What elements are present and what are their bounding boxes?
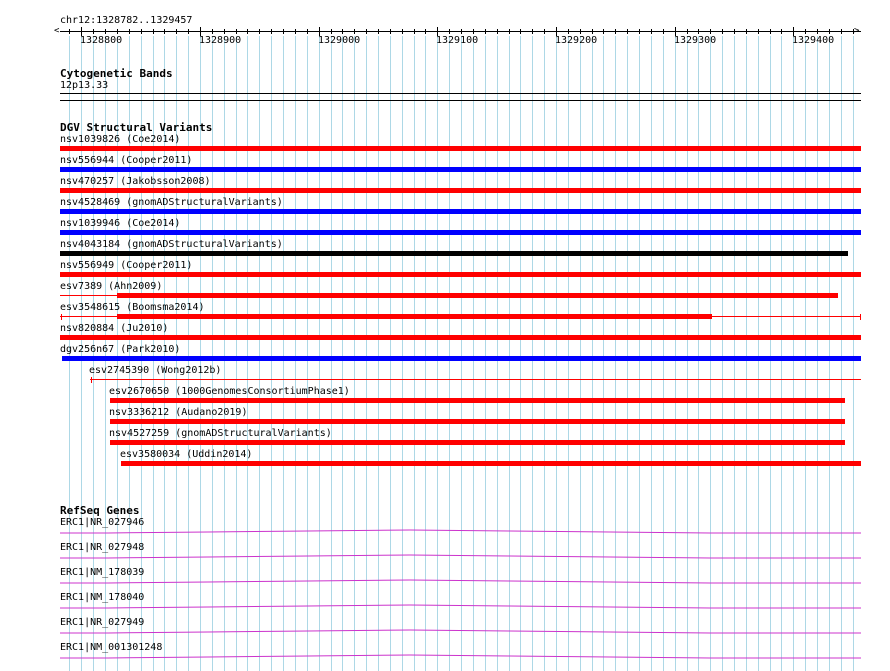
dgv-variant-bar[interactable] (60, 188, 861, 193)
ruler-minor-tick (69, 29, 70, 34)
ruler-minor-tick (449, 29, 450, 34)
ruler-minor-tick (378, 29, 379, 34)
ruler-minor-tick (331, 29, 332, 34)
dgv-variant-bar[interactable] (110, 440, 845, 445)
dgv-variant-label[interactable]: esv3548615 (Boomsma2014) (60, 302, 205, 313)
ruler-minor-tick (592, 29, 593, 34)
ruler-minor-tick (615, 29, 616, 34)
dgv-variant-label[interactable]: nsv4528469 (gnomADStructuralVariants) (60, 197, 283, 208)
refseq-gene-line[interactable] (60, 603, 861, 611)
ruler-minor-tick (485, 29, 486, 34)
ruler-minor-tick (366, 29, 367, 34)
ruler-minor-tick (698, 29, 699, 34)
dgv-variant-label[interactable]: nsv820884 (Ju2010) (60, 323, 169, 334)
ruler-minor-tick (509, 29, 510, 34)
dgv-variant-label[interactable]: esv2670650 (1000GenomesConsortiumPhase1) (109, 386, 350, 397)
ruler-minor-tick (425, 29, 426, 34)
ruler-minor-tick (746, 29, 747, 34)
ruler-minor-tick (473, 29, 474, 34)
ruler-minor-tick (354, 29, 355, 34)
ruler-right-arrow-icon[interactable]: > (854, 26, 860, 36)
ruler-minor-tick (188, 29, 189, 34)
ruler-minor-tick (117, 29, 118, 34)
refseq-track-title[interactable]: RefSeq Genes (60, 504, 140, 517)
dgv-variant-label[interactable]: nsv4527259 (gnomADStructuralVariants) (109, 428, 332, 439)
dgv-variant-label[interactable]: dgv256n67 (Park2010) (60, 344, 181, 355)
cyto-band-label[interactable]: 12p13.33 (60, 80, 109, 91)
ruler-minor-tick (722, 29, 723, 34)
ruler-minor-tick (271, 29, 272, 34)
ruler-minor-tick (414, 29, 415, 34)
ruler-left-arrow-icon[interactable]: < (54, 26, 60, 36)
dgv-variant-label[interactable]: nsv1039946 (Coe2014) (60, 218, 181, 229)
ruler-tick-label: 1329300 (674, 35, 717, 46)
ruler-tick-label: 1329100 (436, 35, 479, 46)
dgv-variant-bar[interactable] (60, 209, 861, 214)
ruler-minor-tick (829, 29, 830, 34)
ruler-minor-tick (580, 29, 581, 34)
ruler-minor-tick (603, 29, 604, 34)
ruler-minor-tick (663, 29, 664, 34)
ruler-minor-tick (841, 29, 842, 34)
refseq-gene-label[interactable]: ERC1|NM_178039 (60, 567, 145, 578)
dgv-variant-label[interactable]: nsv470257 (Jakobsson2008) (60, 176, 211, 187)
ruler-minor-tick (710, 29, 711, 34)
dgv-variant-bar[interactable] (110, 419, 845, 424)
refseq-gene-label[interactable]: ERC1|NM_178040 (60, 592, 145, 603)
ruler-tick-label: 1328900 (199, 35, 242, 46)
ruler-minor-tick (342, 29, 343, 34)
dgv-variant-bar[interactable] (60, 272, 861, 277)
dgv-variant-label[interactable]: nsv1039826 (Coe2014) (60, 134, 181, 145)
ruler-minor-tick (307, 29, 308, 34)
ruler-minor-tick (520, 29, 521, 34)
ruler-minor-tick (141, 29, 142, 34)
ruler-minor-tick (176, 29, 177, 34)
dgv-variant-bar[interactable] (121, 461, 861, 466)
ruler-minor-tick (817, 29, 818, 34)
ruler-minor-tick (734, 29, 735, 34)
dgv-variant-end-tick (61, 314, 62, 320)
refseq-gene-label[interactable]: ERC1|NM_001301248 (60, 642, 163, 653)
dgv-variant-label[interactable]: nsv3336212 (Audano2019) (109, 407, 248, 418)
refseq-gene-line[interactable] (60, 578, 861, 586)
dgv-variant-bar[interactable] (62, 356, 861, 361)
dgv-variant-bar[interactable] (60, 335, 861, 340)
cyto-band-bar-bottom (60, 100, 861, 101)
cyto-track-title[interactable]: Cytogenetic Bands (60, 67, 173, 80)
refseq-gene-line[interactable] (60, 628, 861, 636)
dgv-track-title[interactable]: DGV Structural Variants (60, 121, 213, 134)
ruler-minor-tick (295, 29, 296, 34)
ruler-minor-tick (259, 29, 260, 34)
ruler-minor-tick (497, 29, 498, 34)
location-label: chr12:1328782..1329457 (60, 15, 193, 26)
ruler-minor-tick (627, 29, 628, 34)
dgv-variant-end-tick (860, 314, 861, 320)
ruler-minor-tick (402, 29, 403, 34)
dgv-variant-end-tick (91, 377, 92, 383)
ruler-minor-tick (805, 29, 806, 34)
ruler-tick-label: 1329400 (792, 35, 835, 46)
ruler-minor-tick (236, 29, 237, 34)
ruler-minor-tick (758, 29, 759, 34)
ruler-minor-tick (129, 29, 130, 34)
ruler-minor-tick (544, 29, 545, 34)
dgv-variant-bar[interactable] (60, 146, 861, 151)
dgv-variant-label[interactable]: nsv556944 (Cooper2011) (60, 155, 193, 166)
ruler-minor-tick (770, 29, 771, 34)
dgv-variant-label[interactable]: esv3580034 (Uddin2014) (120, 449, 253, 460)
ruler-minor-tick (390, 29, 391, 34)
ruler-minor-tick (247, 29, 248, 34)
ruler-minor-tick (224, 29, 225, 34)
dgv-variant-label[interactable]: nsv556949 (Cooper2011) (60, 260, 193, 271)
ruler-minor-tick (639, 29, 640, 34)
ruler-minor-tick (164, 29, 165, 34)
ruler-minor-tick (532, 29, 533, 34)
ruler-tick-label: 1329000 (318, 35, 361, 46)
ruler-minor-tick (283, 29, 284, 34)
cyto-band-bar-top (60, 93, 861, 94)
refseq-gene-label[interactable]: ERC1|NR_027946 (60, 517, 145, 528)
dgv-variant-bar[interactable] (110, 398, 845, 403)
dgv-variant-bar[interactable] (60, 230, 861, 235)
dgv-variant-bar[interactable] (60, 251, 848, 256)
ruler-minor-tick (651, 29, 652, 34)
refseq-gene-line[interactable] (60, 553, 861, 561)
dgv-variant-bar[interactable] (117, 314, 712, 319)
refseq-gene-label[interactable]: ERC1|NR_027949 (60, 617, 145, 628)
ruler-tick-label: 1329200 (555, 35, 598, 46)
dgv-variant-label[interactable]: nsv4043184 (gnomADStructuralVariants) (60, 239, 283, 250)
dgv-variant-outer-line[interactable] (90, 379, 861, 380)
ruler-minor-tick (687, 29, 688, 34)
refseq-gene-line[interactable] (60, 653, 861, 661)
ruler-minor-tick (105, 29, 106, 34)
ruler-tick-label: 1328800 (80, 35, 123, 46)
refseq-gene-label[interactable]: ERC1|NR_027948 (60, 542, 145, 553)
dgv-variant-outer-line[interactable] (60, 295, 117, 296)
dgv-variant-bar[interactable] (117, 293, 838, 298)
refseq-gene-line[interactable] (60, 528, 861, 536)
ruler-minor-tick (212, 29, 213, 34)
dgv-variant-bar[interactable] (60, 167, 861, 172)
ruler-minor-tick (93, 29, 94, 34)
ruler-minor-tick (568, 29, 569, 34)
ruler-minor-tick (153, 29, 154, 34)
dgv-variant-label[interactable]: esv2745390 (Wong2012b) (89, 365, 222, 376)
ruler-minor-tick (781, 29, 782, 34)
ruler-minor-tick (853, 29, 854, 34)
ruler-minor-tick (461, 29, 462, 34)
dgv-variant-label[interactable]: esv7389 (Ahn2009) (60, 281, 163, 292)
